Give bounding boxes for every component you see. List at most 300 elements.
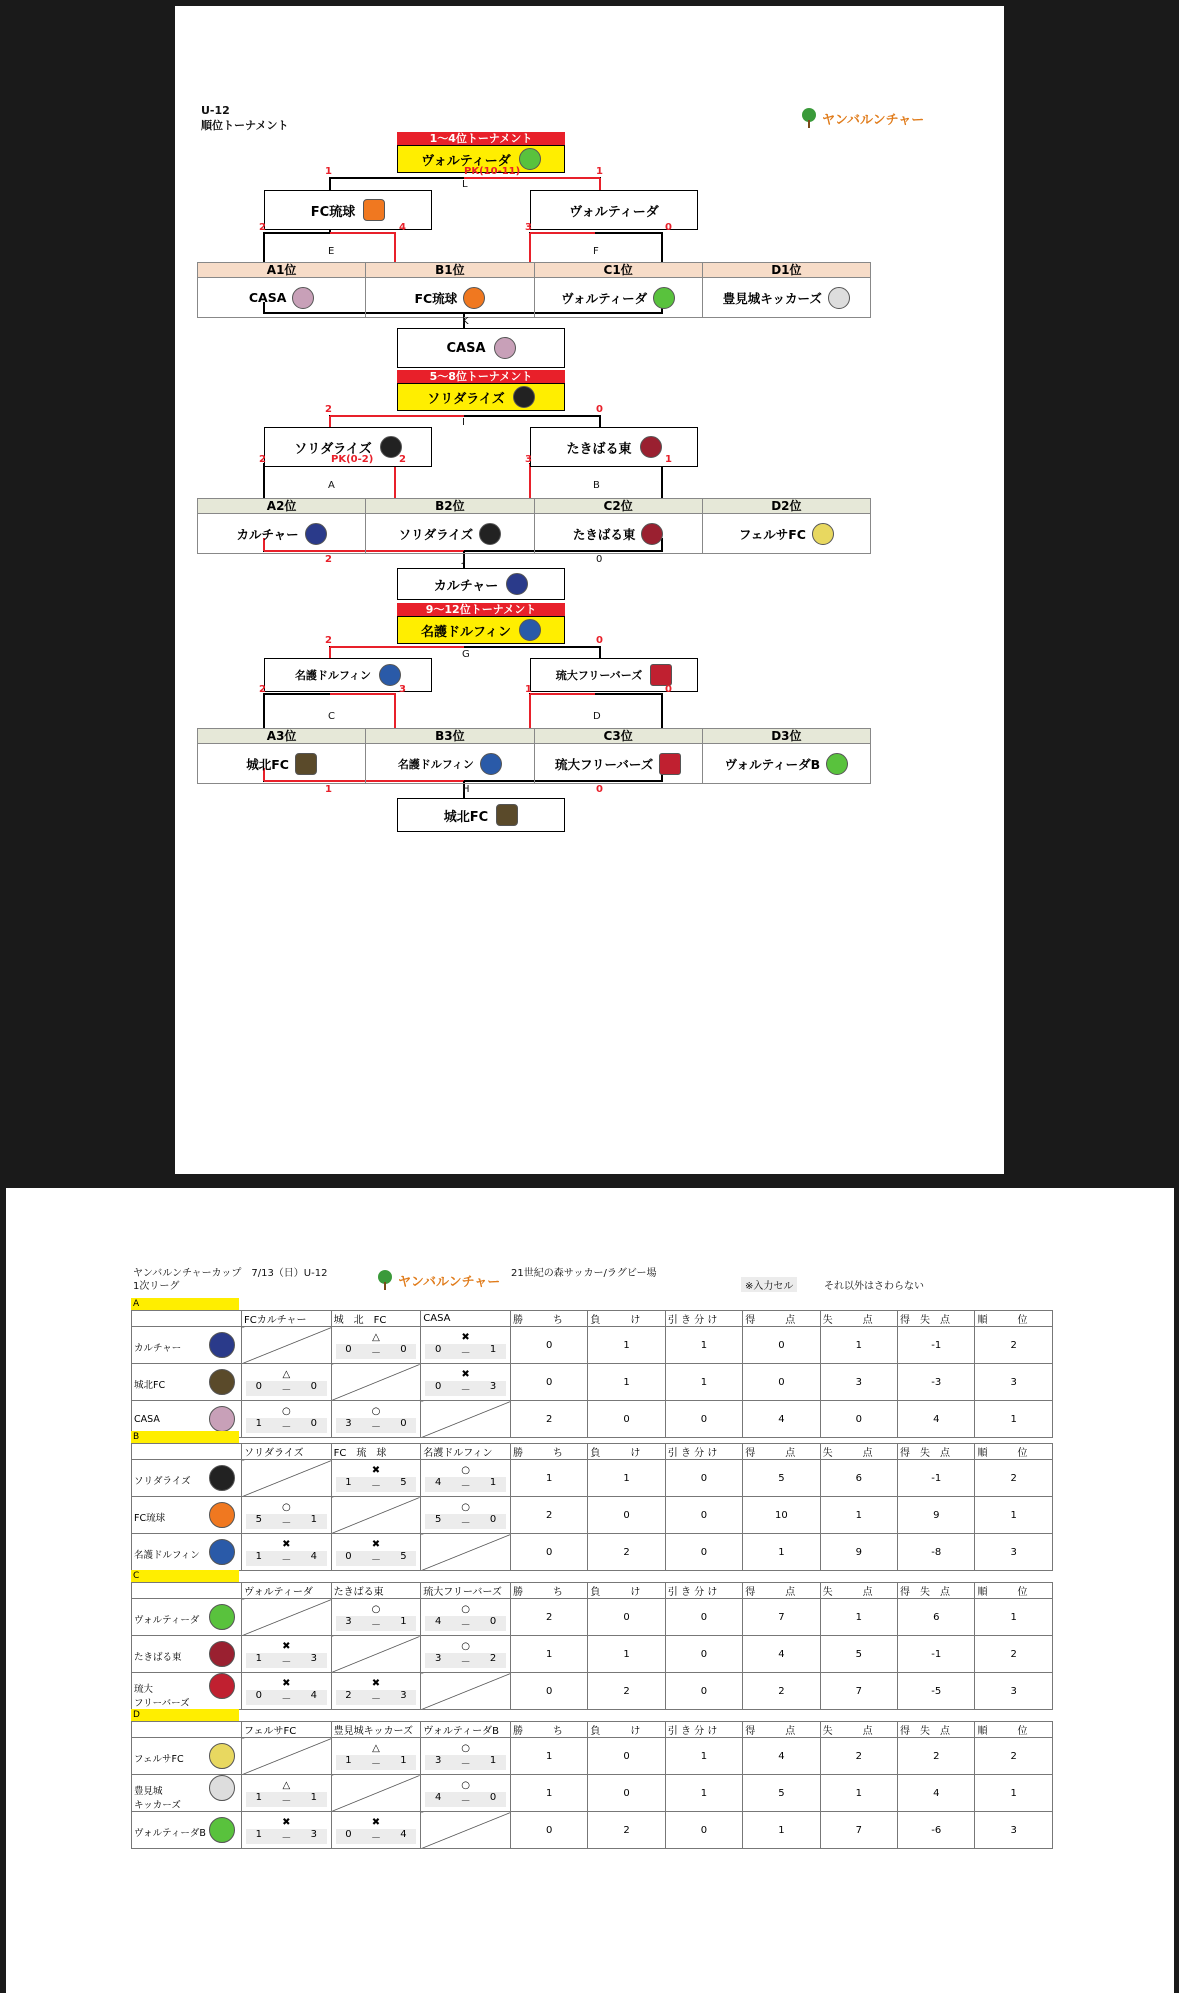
stat-header: 得 失 点	[898, 1444, 975, 1460]
winner-name: ソリダライズ	[427, 391, 505, 407]
match-score	[425, 1653, 506, 1668]
stat-cell: 2	[975, 1636, 1053, 1673]
match-result-cell	[331, 1673, 421, 1710]
team-name: ヴォルティーダ	[569, 204, 659, 220]
match-score	[246, 1381, 327, 1396]
stat-header: 得 点	[743, 1583, 820, 1599]
score-part: 1	[489, 1343, 497, 1355]
score-part: 0	[310, 1380, 317, 1392]
self-match-cell	[242, 1738, 332, 1775]
result-mark: ○	[371, 1603, 381, 1615]
stat-cell: 0	[510, 1673, 587, 1710]
result-mark: ✖	[371, 1816, 381, 1828]
score: 1	[325, 166, 332, 177]
sponsor-logo	[376, 1270, 500, 1290]
score-part: 5	[400, 1476, 407, 1488]
input-cell-note: ※入力セル	[741, 1277, 797, 1292]
stat-cell: 7	[743, 1599, 820, 1636]
score: 4	[399, 222, 406, 233]
score: 2	[399, 454, 406, 465]
league-page	[6, 1188, 1174, 1993]
stat-cell: 6	[898, 1599, 975, 1636]
score-part: 1	[400, 1754, 407, 1766]
stat-cell: 0	[820, 1401, 897, 1438]
team-name: 琉大フリーバーズ	[555, 669, 643, 682]
stat-header: 負 け	[588, 1444, 665, 1460]
match-result-cell	[421, 1497, 511, 1534]
team-name: カルチャー	[134, 1343, 182, 1354]
league-table	[131, 1310, 1053, 1438]
score: 2	[325, 635, 332, 646]
score-part: 1	[345, 1476, 352, 1488]
score-part: 2	[345, 1689, 352, 1701]
result-mark: ○	[461, 1501, 470, 1513]
age-label: U-12	[201, 104, 230, 117]
score-part: －	[460, 1619, 471, 1631]
seed-header-row	[197, 498, 871, 514]
score-part: 1	[255, 1791, 263, 1803]
seed-header-row	[197, 262, 871, 278]
team-cell	[703, 514, 870, 553]
score-part: －	[460, 1656, 471, 1668]
team-emblem-icon	[209, 1604, 235, 1630]
match-label: I	[462, 417, 465, 428]
team-name: ヴォルティーダB	[134, 1828, 206, 1839]
third-place-box	[397, 568, 565, 600]
team-name: CASA	[446, 340, 486, 356]
team-cell	[132, 1599, 242, 1636]
corner-cell	[132, 1583, 242, 1599]
stat-cell: 4	[743, 1636, 820, 1673]
stat-cell: 1	[743, 1534, 820, 1571]
table-row	[132, 1812, 1053, 1849]
stat-header: 失 点	[820, 1311, 897, 1327]
stat-cell: 0	[665, 1599, 742, 1636]
tournament-title: 5～8位トーナメント	[397, 370, 565, 383]
score-part: －	[460, 1758, 471, 1770]
score: 2	[259, 222, 266, 233]
match-score	[336, 1755, 417, 1770]
stat-header: 得 点	[743, 1311, 820, 1327]
semifinal-right-box	[530, 190, 698, 230]
semifinal-right-box	[530, 427, 698, 467]
stat-cell: 0	[588, 1401, 665, 1438]
result-mark: △	[282, 1779, 291, 1791]
stat-cell: 2	[510, 1401, 587, 1438]
opponent-header: ソリダライズ	[242, 1444, 332, 1460]
stat-cell: 0	[510, 1327, 587, 1364]
match-result-cell	[242, 1364, 332, 1401]
stat-cell: 1	[588, 1327, 665, 1364]
match-score	[246, 1418, 327, 1433]
self-match-cell	[421, 1812, 511, 1849]
score-part: 2	[489, 1652, 497, 1664]
score-part: 0	[489, 1615, 497, 1627]
stat-cell: -5	[898, 1673, 975, 1710]
team-emblem-icon	[209, 1332, 235, 1358]
stat-header: 負 け	[588, 1311, 665, 1327]
winner-box	[397, 616, 565, 644]
score-part: 0	[434, 1343, 442, 1355]
match-label: D	[593, 711, 601, 722]
score-part: 1	[310, 1513, 317, 1525]
team-cell	[132, 1460, 242, 1497]
table-header-row	[132, 1722, 1053, 1738]
team-name: 城北FC	[134, 1380, 166, 1391]
stat-header: 負 け	[588, 1583, 665, 1599]
score-part: 4	[310, 1689, 317, 1701]
score-part: 0	[255, 1380, 263, 1392]
match-result-cell	[421, 1364, 511, 1401]
team-name: たきばる東	[134, 1652, 182, 1663]
stat-cell: 0	[665, 1636, 742, 1673]
stat-cell: 4	[898, 1401, 975, 1438]
team-name: フェルサFC	[134, 1754, 184, 1765]
score-part: －	[370, 1421, 381, 1433]
table-row	[132, 1401, 1053, 1438]
stat-cell: 2	[588, 1534, 665, 1571]
stat-header: 得 点	[743, 1722, 820, 1738]
team-emblem-icon	[463, 287, 485, 309]
team-cell	[535, 278, 703, 317]
team-name: CASA	[134, 1414, 160, 1425]
score-part: 4	[310, 1550, 317, 1562]
stat-cell: 1	[510, 1636, 587, 1673]
stat-header: 順 位	[975, 1722, 1053, 1738]
team-name: 琉大 フリーバーズ	[134, 1684, 190, 1709]
match-score	[425, 1616, 506, 1631]
seed-label: B3位	[366, 729, 534, 743]
stat-cell: 2	[975, 1738, 1053, 1775]
score-part: 0	[345, 1550, 352, 1562]
match-score	[336, 1551, 417, 1566]
stat-cell: 2	[510, 1599, 587, 1636]
stat-cell: 0	[510, 1812, 587, 1849]
score-part: －	[370, 1480, 381, 1492]
table-row	[132, 1460, 1053, 1497]
score-part: 0	[400, 1343, 407, 1355]
opponent-header: 城 北 FC	[331, 1311, 421, 1327]
score-part: －	[460, 1480, 471, 1492]
venue: 21世紀の森サッカー/ラグビー場	[511, 1268, 657, 1279]
opponent-header: たきばる東	[331, 1583, 421, 1599]
stat-cell: 0	[665, 1460, 742, 1497]
stat-cell: -8	[898, 1534, 975, 1571]
team-name: ヴォルティーダB	[724, 756, 821, 772]
stat-header: 得 点	[743, 1444, 820, 1460]
stat-header: 得 失 点	[898, 1583, 975, 1599]
team-emblem-icon	[479, 523, 501, 545]
match-result-cell	[421, 1738, 511, 1775]
match-score	[425, 1755, 506, 1770]
score-part: 0	[255, 1689, 263, 1701]
result-mark: ✖	[282, 1677, 291, 1689]
tournament-3-header	[397, 603, 565, 644]
match-score	[425, 1477, 506, 1492]
team-emblem-icon	[209, 1817, 235, 1843]
match-label: A	[328, 480, 335, 491]
team-emblem-icon	[379, 664, 401, 686]
score-part: 1	[255, 1652, 263, 1664]
team-emblem-icon	[496, 804, 518, 826]
score-part: 0	[489, 1791, 497, 1803]
opponent-header: 琉大フリーバーズ	[421, 1583, 511, 1599]
stat-cell: 1	[588, 1636, 665, 1673]
stat-header: 失 点	[820, 1722, 897, 1738]
stat-header: 失 点	[820, 1583, 897, 1599]
team-emblem-icon	[209, 1641, 235, 1667]
team-cell	[132, 1327, 242, 1364]
match-label: G	[462, 649, 470, 660]
score: 2	[259, 454, 266, 465]
match-score	[336, 1477, 417, 1492]
match-score	[336, 1344, 417, 1359]
result-mark: ○	[461, 1640, 470, 1652]
team-emblem-icon	[209, 1502, 235, 1528]
score-part: 3	[434, 1754, 442, 1766]
stat-cell: 2	[588, 1673, 665, 1710]
stat-cell: 4	[743, 1401, 820, 1438]
score-part: －	[370, 1554, 381, 1566]
match-score	[425, 1344, 506, 1359]
stat-cell: 5	[820, 1636, 897, 1673]
team-emblem-icon	[641, 523, 663, 545]
stat-cell: 1	[665, 1738, 742, 1775]
stat-cell: 1	[588, 1460, 665, 1497]
team-cell	[132, 1775, 242, 1812]
result-mark: △	[282, 1368, 291, 1380]
opponent-header: 名護ドルフィン	[421, 1444, 511, 1460]
team-cell	[535, 744, 703, 783]
match-label: H	[462, 784, 470, 795]
team-emblem-icon	[650, 664, 672, 686]
round-label: 1次リーグ	[133, 1281, 180, 1292]
score-part: －	[281, 1795, 292, 1807]
stat-header: 順 位	[975, 1583, 1053, 1599]
score-part: －	[460, 1347, 471, 1359]
result-mark: ○	[281, 1405, 291, 1417]
team-name: カルチャー	[236, 526, 299, 542]
team-cell	[366, 744, 534, 783]
table-header-row	[132, 1311, 1053, 1327]
team-name: ソリダライズ	[134, 1476, 191, 1487]
opponent-header: CASA	[421, 1311, 511, 1327]
score-part: 5	[255, 1513, 263, 1525]
match-result-cell	[331, 1534, 421, 1571]
third-place-box	[397, 798, 565, 832]
match-result-cell	[331, 1401, 421, 1438]
opponent-header: ヴォルティーダB	[421, 1722, 511, 1738]
table-row	[132, 1673, 1053, 1710]
match-result-cell	[421, 1327, 511, 1364]
stat-cell: 7	[820, 1812, 897, 1849]
team-name: 城北FC	[246, 756, 289, 772]
stat-cell: 0	[665, 1812, 742, 1849]
table-header-row	[132, 1444, 1053, 1460]
result-mark: ○	[281, 1501, 291, 1513]
match-label: C	[328, 711, 335, 722]
match-label: B	[593, 480, 600, 491]
score-part: －	[460, 1517, 471, 1529]
stat-cell: 1	[975, 1599, 1053, 1636]
score-part: －	[370, 1758, 381, 1770]
stat-cell: 1	[665, 1775, 742, 1812]
table-row	[132, 1738, 1053, 1775]
match-score	[246, 1514, 327, 1529]
stat-cell: 3	[975, 1364, 1053, 1401]
match-result-cell	[331, 1812, 421, 1849]
stat-header: 引 き 分 け	[665, 1583, 742, 1599]
score: 1	[325, 784, 332, 795]
score-part: 3	[434, 1652, 442, 1664]
match-result-cell	[242, 1401, 332, 1438]
result-mark: △	[372, 1742, 380, 1754]
stat-header: 得 失 点	[898, 1722, 975, 1738]
team-name: 琉大フリーバーズ	[554, 756, 654, 772]
result-mark: ✖	[282, 1538, 291, 1550]
stat-header: 勝 ち	[510, 1444, 587, 1460]
semifinal-left-box	[264, 190, 432, 230]
seed-label: C2位	[535, 499, 703, 513]
score-part: 1	[345, 1754, 352, 1766]
score-part: 4	[400, 1828, 407, 1840]
team-emblem-icon	[209, 1369, 235, 1395]
team-emblem-icon	[209, 1465, 235, 1491]
team-name: たきばる東	[572, 526, 636, 542]
match-label: K	[462, 316, 469, 327]
opponent-header: フェルサFC	[242, 1722, 332, 1738]
stat-cell: 1	[510, 1775, 587, 1812]
stat-cell: 0	[743, 1327, 820, 1364]
team-name: CASA	[248, 290, 287, 305]
team-name: ヴォルティーダ	[561, 290, 648, 306]
seed-team-row	[197, 514, 871, 554]
team-emblem-icon	[653, 287, 675, 309]
match-result-cell	[242, 1673, 332, 1710]
score: 1	[596, 166, 603, 177]
team-cell	[198, 278, 366, 317]
page-title: 順位トーナメント	[201, 119, 289, 132]
score: 0	[665, 684, 672, 695]
stat-cell: 1	[820, 1775, 897, 1812]
semifinal-left-box	[264, 658, 432, 692]
match-result-cell	[242, 1812, 332, 1849]
stat-header: 引 き 分 け	[665, 1444, 742, 1460]
league-table	[131, 1443, 1053, 1571]
stat-header: 引 き 分 け	[665, 1722, 742, 1738]
score: 3	[525, 454, 532, 465]
team-cell	[703, 278, 870, 317]
team-cell	[132, 1364, 242, 1401]
score: 2	[325, 554, 332, 565]
seed-team-row	[197, 744, 871, 784]
stat-cell: 1	[975, 1775, 1053, 1812]
score-part: 0	[489, 1513, 497, 1525]
score-part: －	[281, 1832, 292, 1844]
team-cell	[703, 744, 870, 783]
score-part: 0	[400, 1417, 407, 1429]
winner-name: ヴォルティーダ	[421, 153, 511, 169]
team-emblem-icon	[209, 1673, 235, 1699]
score-part: －	[370, 1619, 381, 1631]
seed-label: D3位	[771, 729, 802, 743]
team-name: たきばる東	[566, 441, 632, 457]
score-part: －	[460, 1384, 471, 1396]
result-mark: ✖	[371, 1464, 381, 1476]
stat-header: 勝 ち	[510, 1722, 587, 1738]
match-score	[336, 1616, 417, 1631]
team-name: フェルサFC	[738, 526, 806, 542]
self-match-cell	[421, 1534, 511, 1571]
stat-cell: 1	[665, 1327, 742, 1364]
score-part: 1	[255, 1417, 263, 1429]
match-result-cell	[421, 1599, 511, 1636]
team-cell	[132, 1673, 242, 1710]
seed-team-row	[197, 278, 871, 318]
score-part: 0	[310, 1417, 317, 1429]
team-cell	[132, 1497, 242, 1534]
match-label: J	[462, 554, 465, 565]
seed-label: C3位	[535, 729, 703, 743]
stat-cell: 1	[820, 1599, 897, 1636]
score-part: －	[460, 1795, 471, 1807]
stat-cell: 2	[975, 1327, 1053, 1364]
result-mark: △	[372, 1331, 380, 1343]
team-name: 豊見城 キッカーズ	[134, 1786, 181, 1811]
match-score	[246, 1690, 327, 1705]
stat-cell: 0	[588, 1775, 665, 1812]
team-name: 豊見城キッカーズ	[722, 290, 822, 306]
team-emblem-icon	[292, 287, 314, 309]
score: 2	[325, 404, 332, 415]
score-part: 1	[255, 1828, 263, 1840]
match-score	[246, 1829, 327, 1844]
stat-cell: 0	[588, 1497, 665, 1534]
team-emblem-icon	[295, 753, 317, 775]
match-result-cell	[421, 1460, 511, 1497]
stat-cell: 3	[975, 1812, 1053, 1849]
match-result-cell	[242, 1636, 332, 1673]
stat-header: 勝 ち	[510, 1583, 587, 1599]
team-emblem-icon	[826, 753, 848, 775]
stat-header: 得 失 点	[898, 1311, 975, 1327]
team-emblem-icon	[828, 287, 850, 309]
stat-cell: -1	[898, 1460, 975, 1497]
result-mark: ✖	[371, 1538, 381, 1550]
stat-cell: 1	[820, 1497, 897, 1534]
seed-label: A3位	[198, 729, 366, 743]
group-label: A	[131, 1298, 239, 1310]
score-part: 1	[400, 1615, 407, 1627]
stat-header: 引 き 分 け	[665, 1311, 742, 1327]
opponent-header: 豊見城キッカーズ	[331, 1722, 421, 1738]
stat-cell: 2	[510, 1497, 587, 1534]
pk-label: PK(0-2)	[331, 454, 374, 465]
score-part: －	[281, 1517, 292, 1529]
stat-cell: 5	[743, 1775, 820, 1812]
match-result-cell	[331, 1327, 421, 1364]
stat-cell: 0	[665, 1497, 742, 1534]
match-score	[246, 1551, 327, 1566]
score-part: 4	[434, 1791, 442, 1803]
score-part: 1	[310, 1791, 317, 1803]
stat-cell: 9	[898, 1497, 975, 1534]
score-part: 0	[345, 1828, 352, 1840]
stat-cell: 10	[743, 1497, 820, 1534]
bracket-lines	[175, 6, 1004, 1174]
table-row	[132, 1599, 1053, 1636]
score: 1	[665, 454, 672, 465]
